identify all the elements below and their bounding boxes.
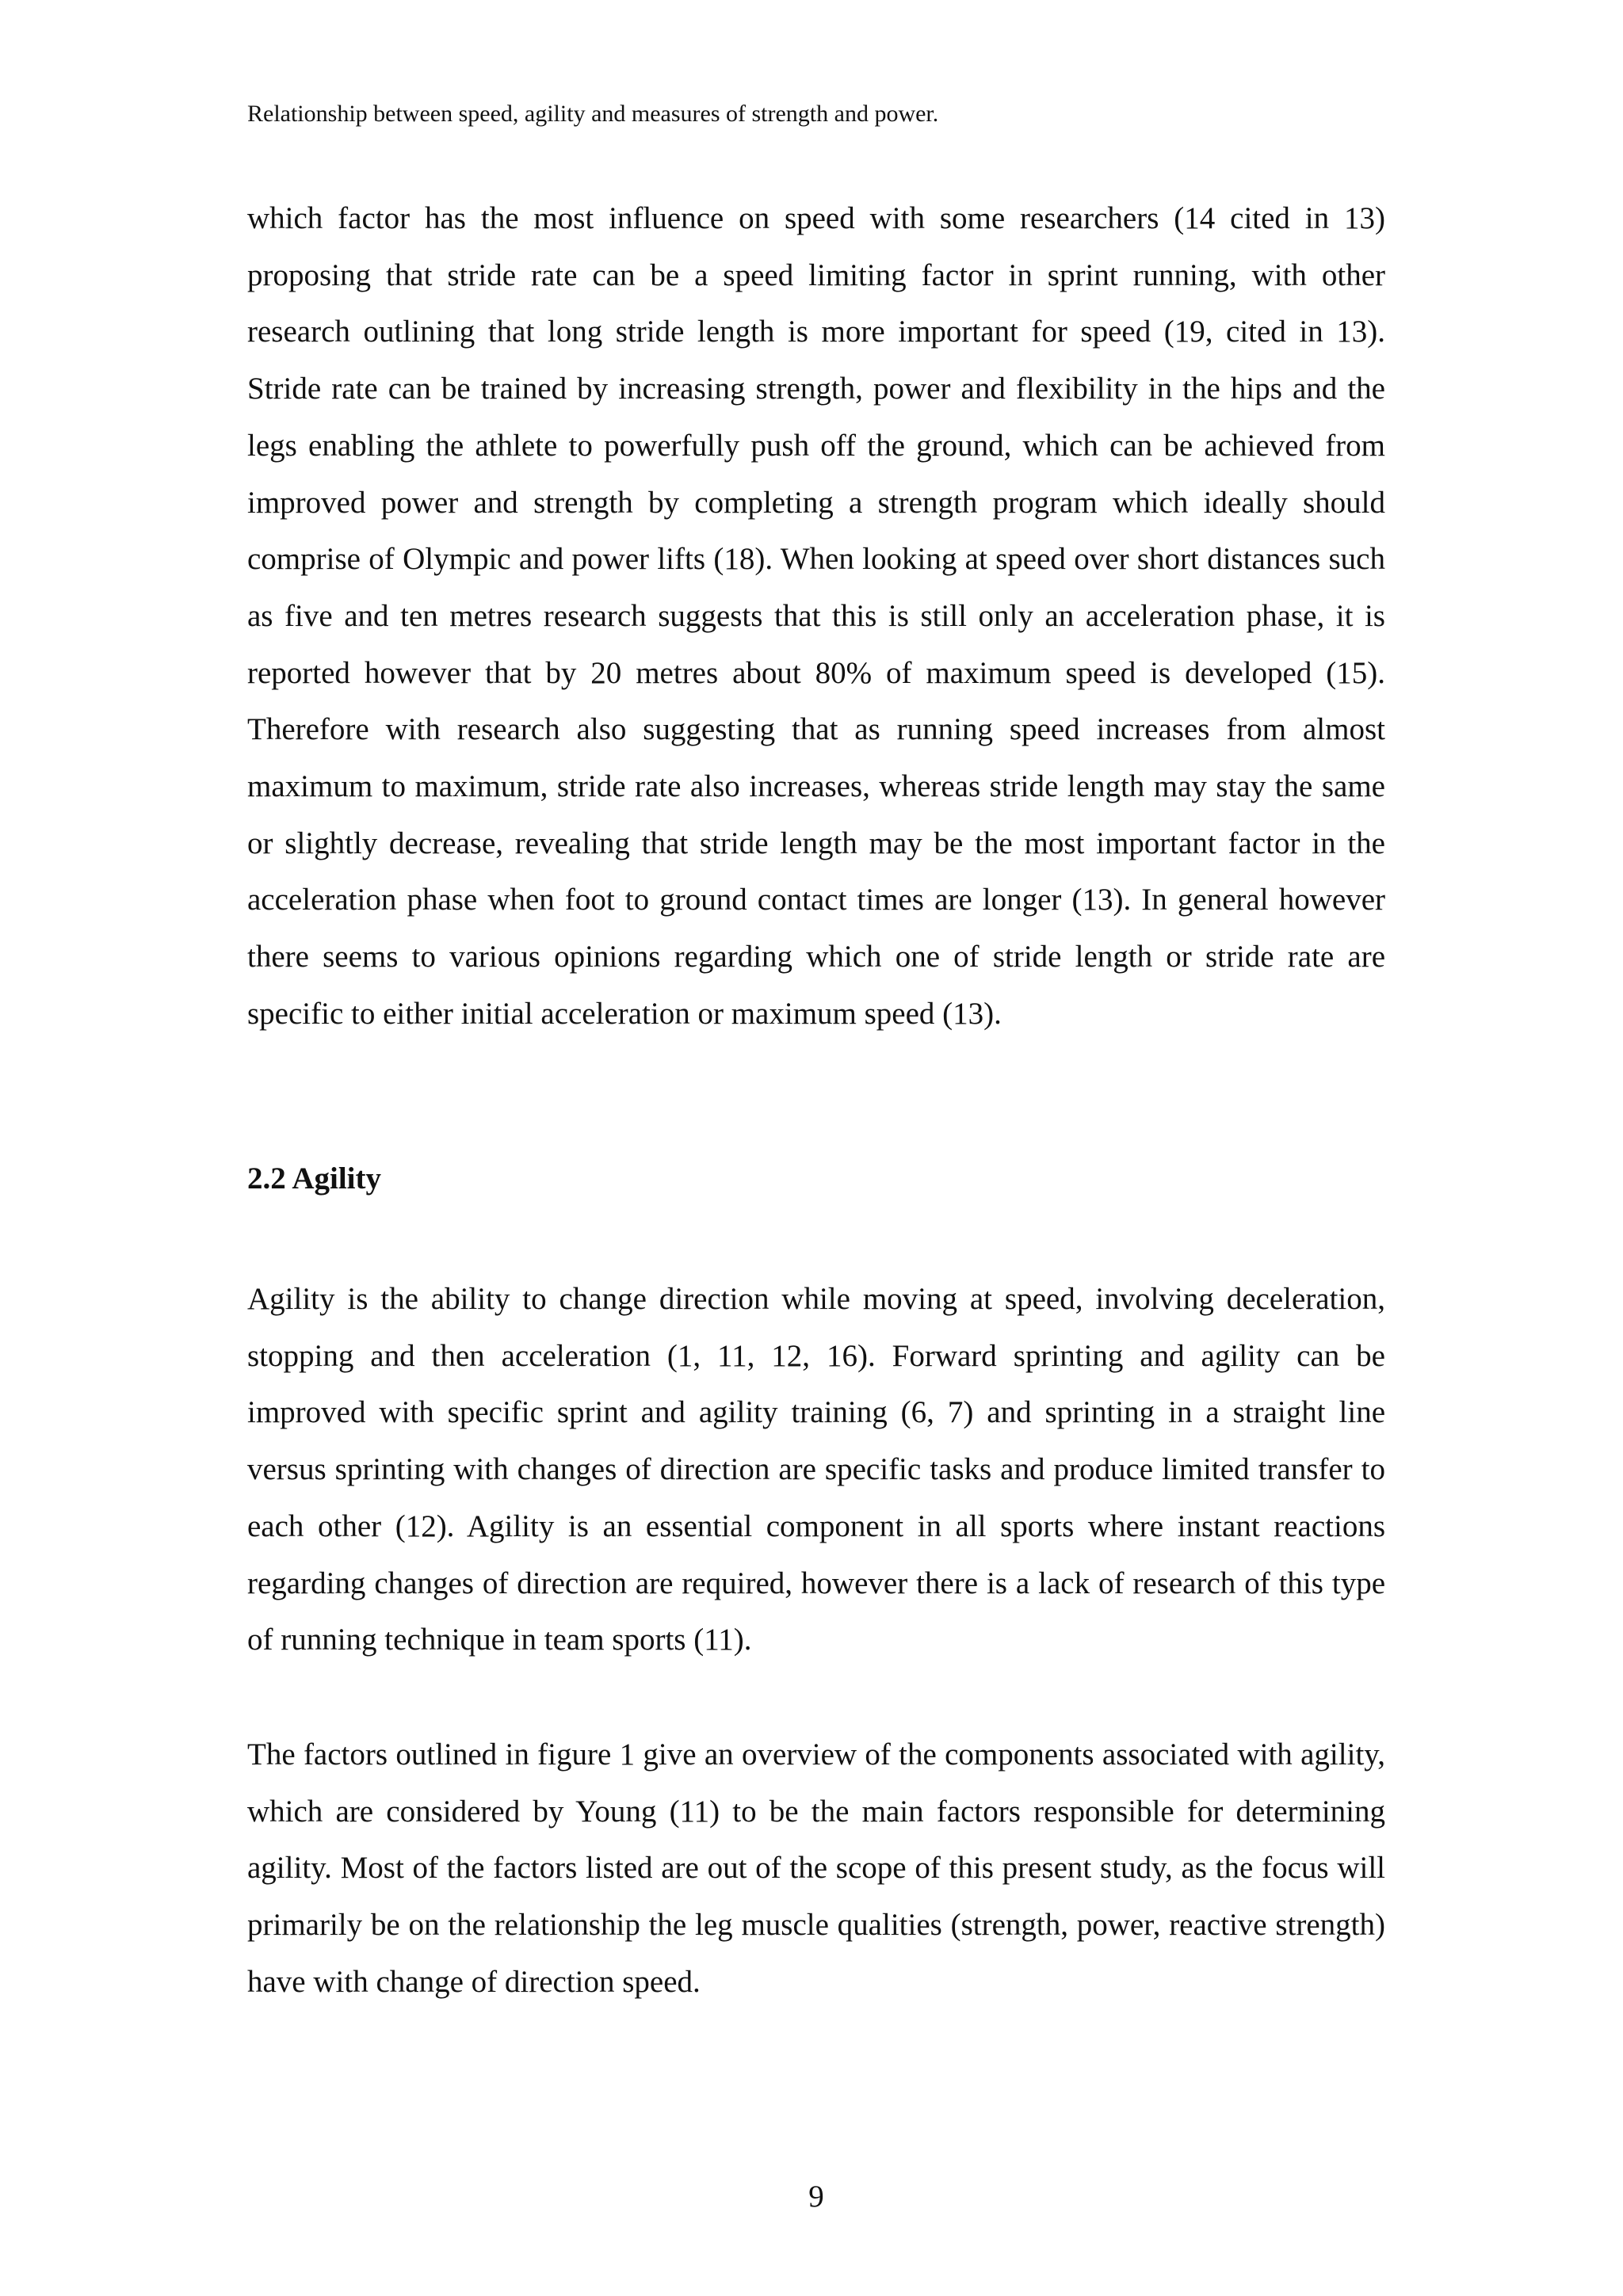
running-header: Relationship between speed, agility and measures of strength and power. xyxy=(247,101,939,127)
paragraph-speed-stride: which factor has the most influence on speed with some researchers (14 cited in 13) proposing that stride rate can be a speed limiting factor in sprint running, with other research outlining that long stride length is more important for speed (19, cited in 13). Stride rate can be trained by increasing strength, power and flexibility in the hips and the legs enabling the athlete to powerfully push off the ground, which can be achieved from improved power and strength by completing a strength program which ideally should comprise of Olympic and power lifts (18). When looking at speed over short distances such as five and ten metres research suggests that this is still only an acceleration phase, it is reported however that by 20 metres about 80% of maximum speed is developed (15). Therefore with research also suggesting that as running speed increases from almost maximum to maximum, stride rate also increases, whereas stride length may stay the same or slightly decrease, revealing that stride length may be the most important factor in the acceleration phase when foot to ground contact times are longer (13). In general however there seems to various opinions regarding which one of stride length or stride rate are specific to either initial acceleration or maximum speed (13). xyxy=(247,201,1385,1031)
paragraph-agility-definition: Agility is the ability to change direction while moving at speed, involving deceleration, stopping and then acceleration (1, 11, 12, 16). Forward sprinting and agility can be improved with specific sprint and agility training (6, 7) and sprinting in a straight line versus sprinting with changes of direction are specific tasks and produce limited transfer to each other (12). Agility is an essential component in all sports where instant reactions regarding changes of direction are required, however there is a lack of research of this type of running technique in team sports (11). xyxy=(247,1282,1385,1657)
section-heading-agility: 2.2 Agility xyxy=(247,1161,382,1196)
page-number: 9 xyxy=(808,2180,824,2214)
paragraph-agility-factors: The factors outlined in figure 1 give an overview of the components associated with agility, which are considered by Young (11) to be the main factors responsible for determining agility. Most of the factors listed are out of the scope of this present study, as the focus will primarily be on the relationship the leg muscle qualities (strength, power, reactive strength) have with change of direction speed. xyxy=(247,1737,1385,1999)
